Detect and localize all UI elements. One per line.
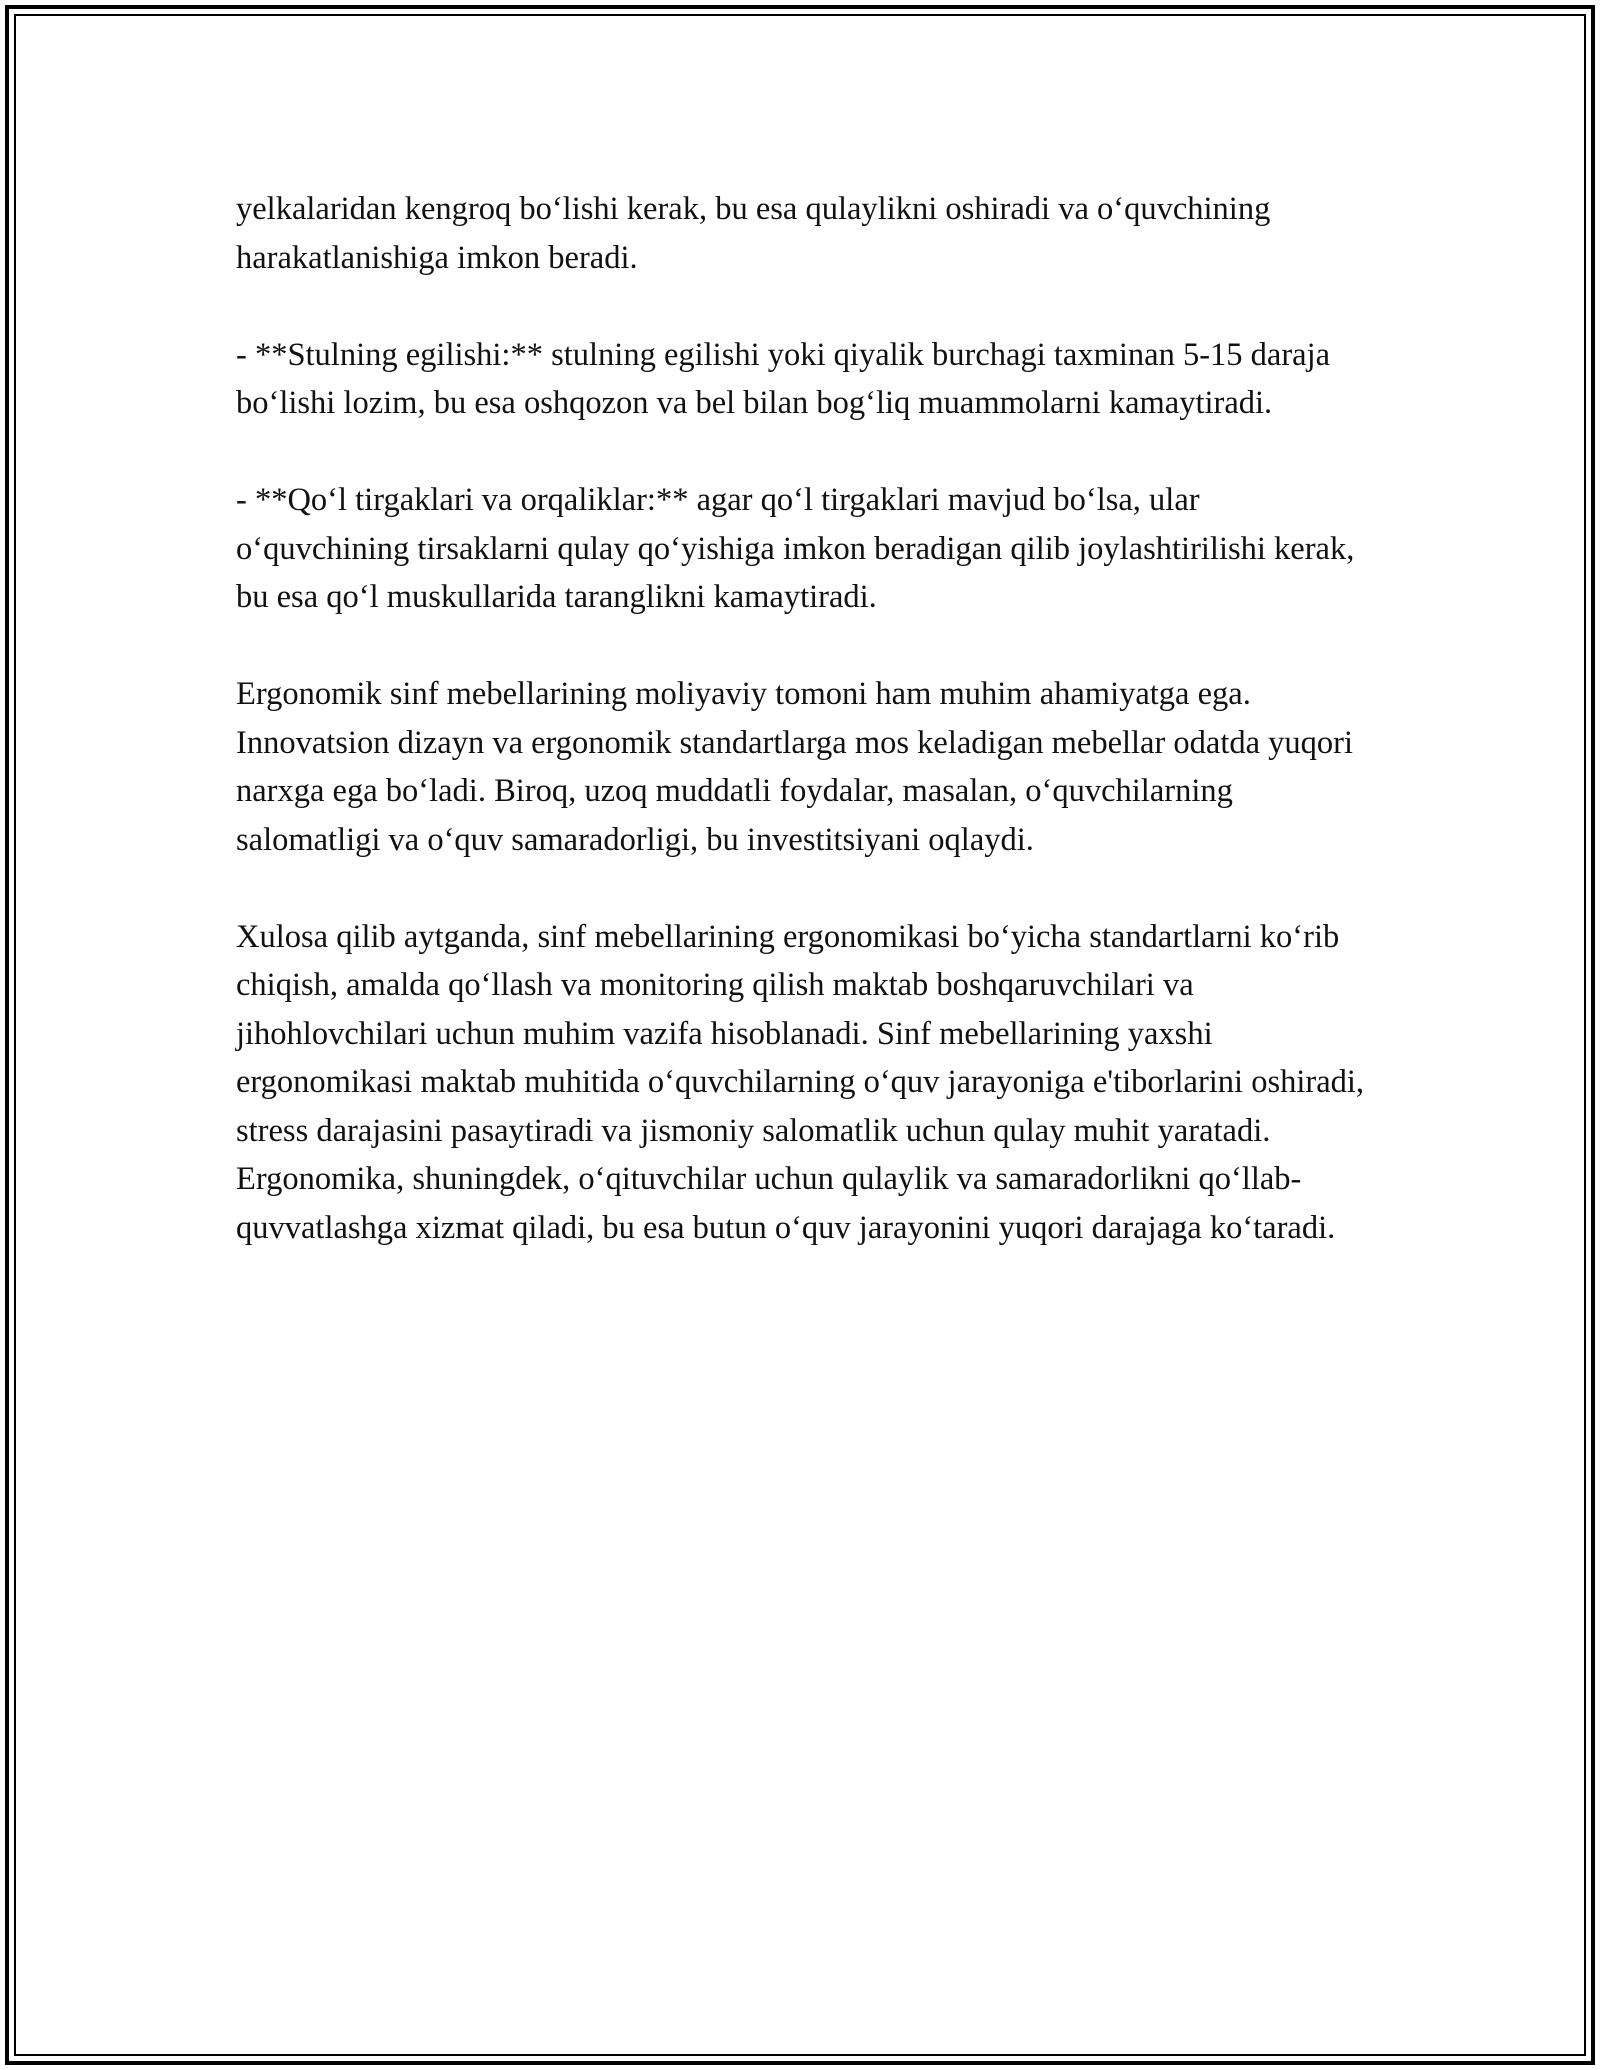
paragraph-conclusion: Xulosa qilib aytganda, sinf mebellarining ergonomikasi bo‘yicha standartlarni ko‘rib chiqish, amalda qo‘llash va monitoring qilish maktab boshqaruvchilari va jihohlovchilari uchun muhim vazifa hisoblanadi. Sinf mebellarining yaxshi ergonomikasi maktab muhitida o‘quvchilarning o‘quv jarayoniga e'tiborlarini oshiradi, stress darajasini pasaytiradi va jismoniy salomatlik uchun qulay muhit yaratadi. Ergonomika, shuningdek, o‘qituvchilar uchun qulaylik va samaradorlikni qo‘llab-quvvatlashga xizmat qiladi, bu esa butun o‘quv jarayonini yuqori darajaga ko‘taradi. <box>236 918 1365 1246</box>
paragraph-desk-width: yelkalaridan kengroq bo‘lishi kerak, bu esa qulaylikni oshiradi va o‘quvchining harakatlanishiga imkon beradi. <box>236 191 1271 276</box>
paragraph-chair-tilt: - **Stulning egilishi:** stulning egilishi yoki qiyalik burchagi taxminan 5-15 daraja bo‘lishi lozim, bu esa oshqozon va bel bilan bog‘liq muammolarni kamaytiradi. <box>236 336 1331 421</box>
paragraph-financial-aspect: Ergonomik sinf mebellarining moliyaviy tomoni ham muhim ahamiyatga ega. Innovatsion dizayn va ergonomik standartlarga mos keladigan mebellar odatda yuqori narxga ega bo‘ladi. Biroq, uzoq muddatli foydalar, masalan, o‘quvchilarning salomatligi va o‘quv samaradorligi, bu investitsiyani oqlaydi. <box>236 676 1354 858</box>
document-body <box>236 185 1366 1252</box>
paragraph-armrests: - **Qo‘l tirgaklari va orqaliklar:** agar qo‘l tirgaklari mavjud bo‘lsa, ular o‘quvchining tirsaklarni qulay qo‘yishiga imkon beradigan qilib joylashtirilishi kerak, bu esa qo‘l muskullarida taranglikni kamaytiradi. <box>236 482 1355 615</box>
